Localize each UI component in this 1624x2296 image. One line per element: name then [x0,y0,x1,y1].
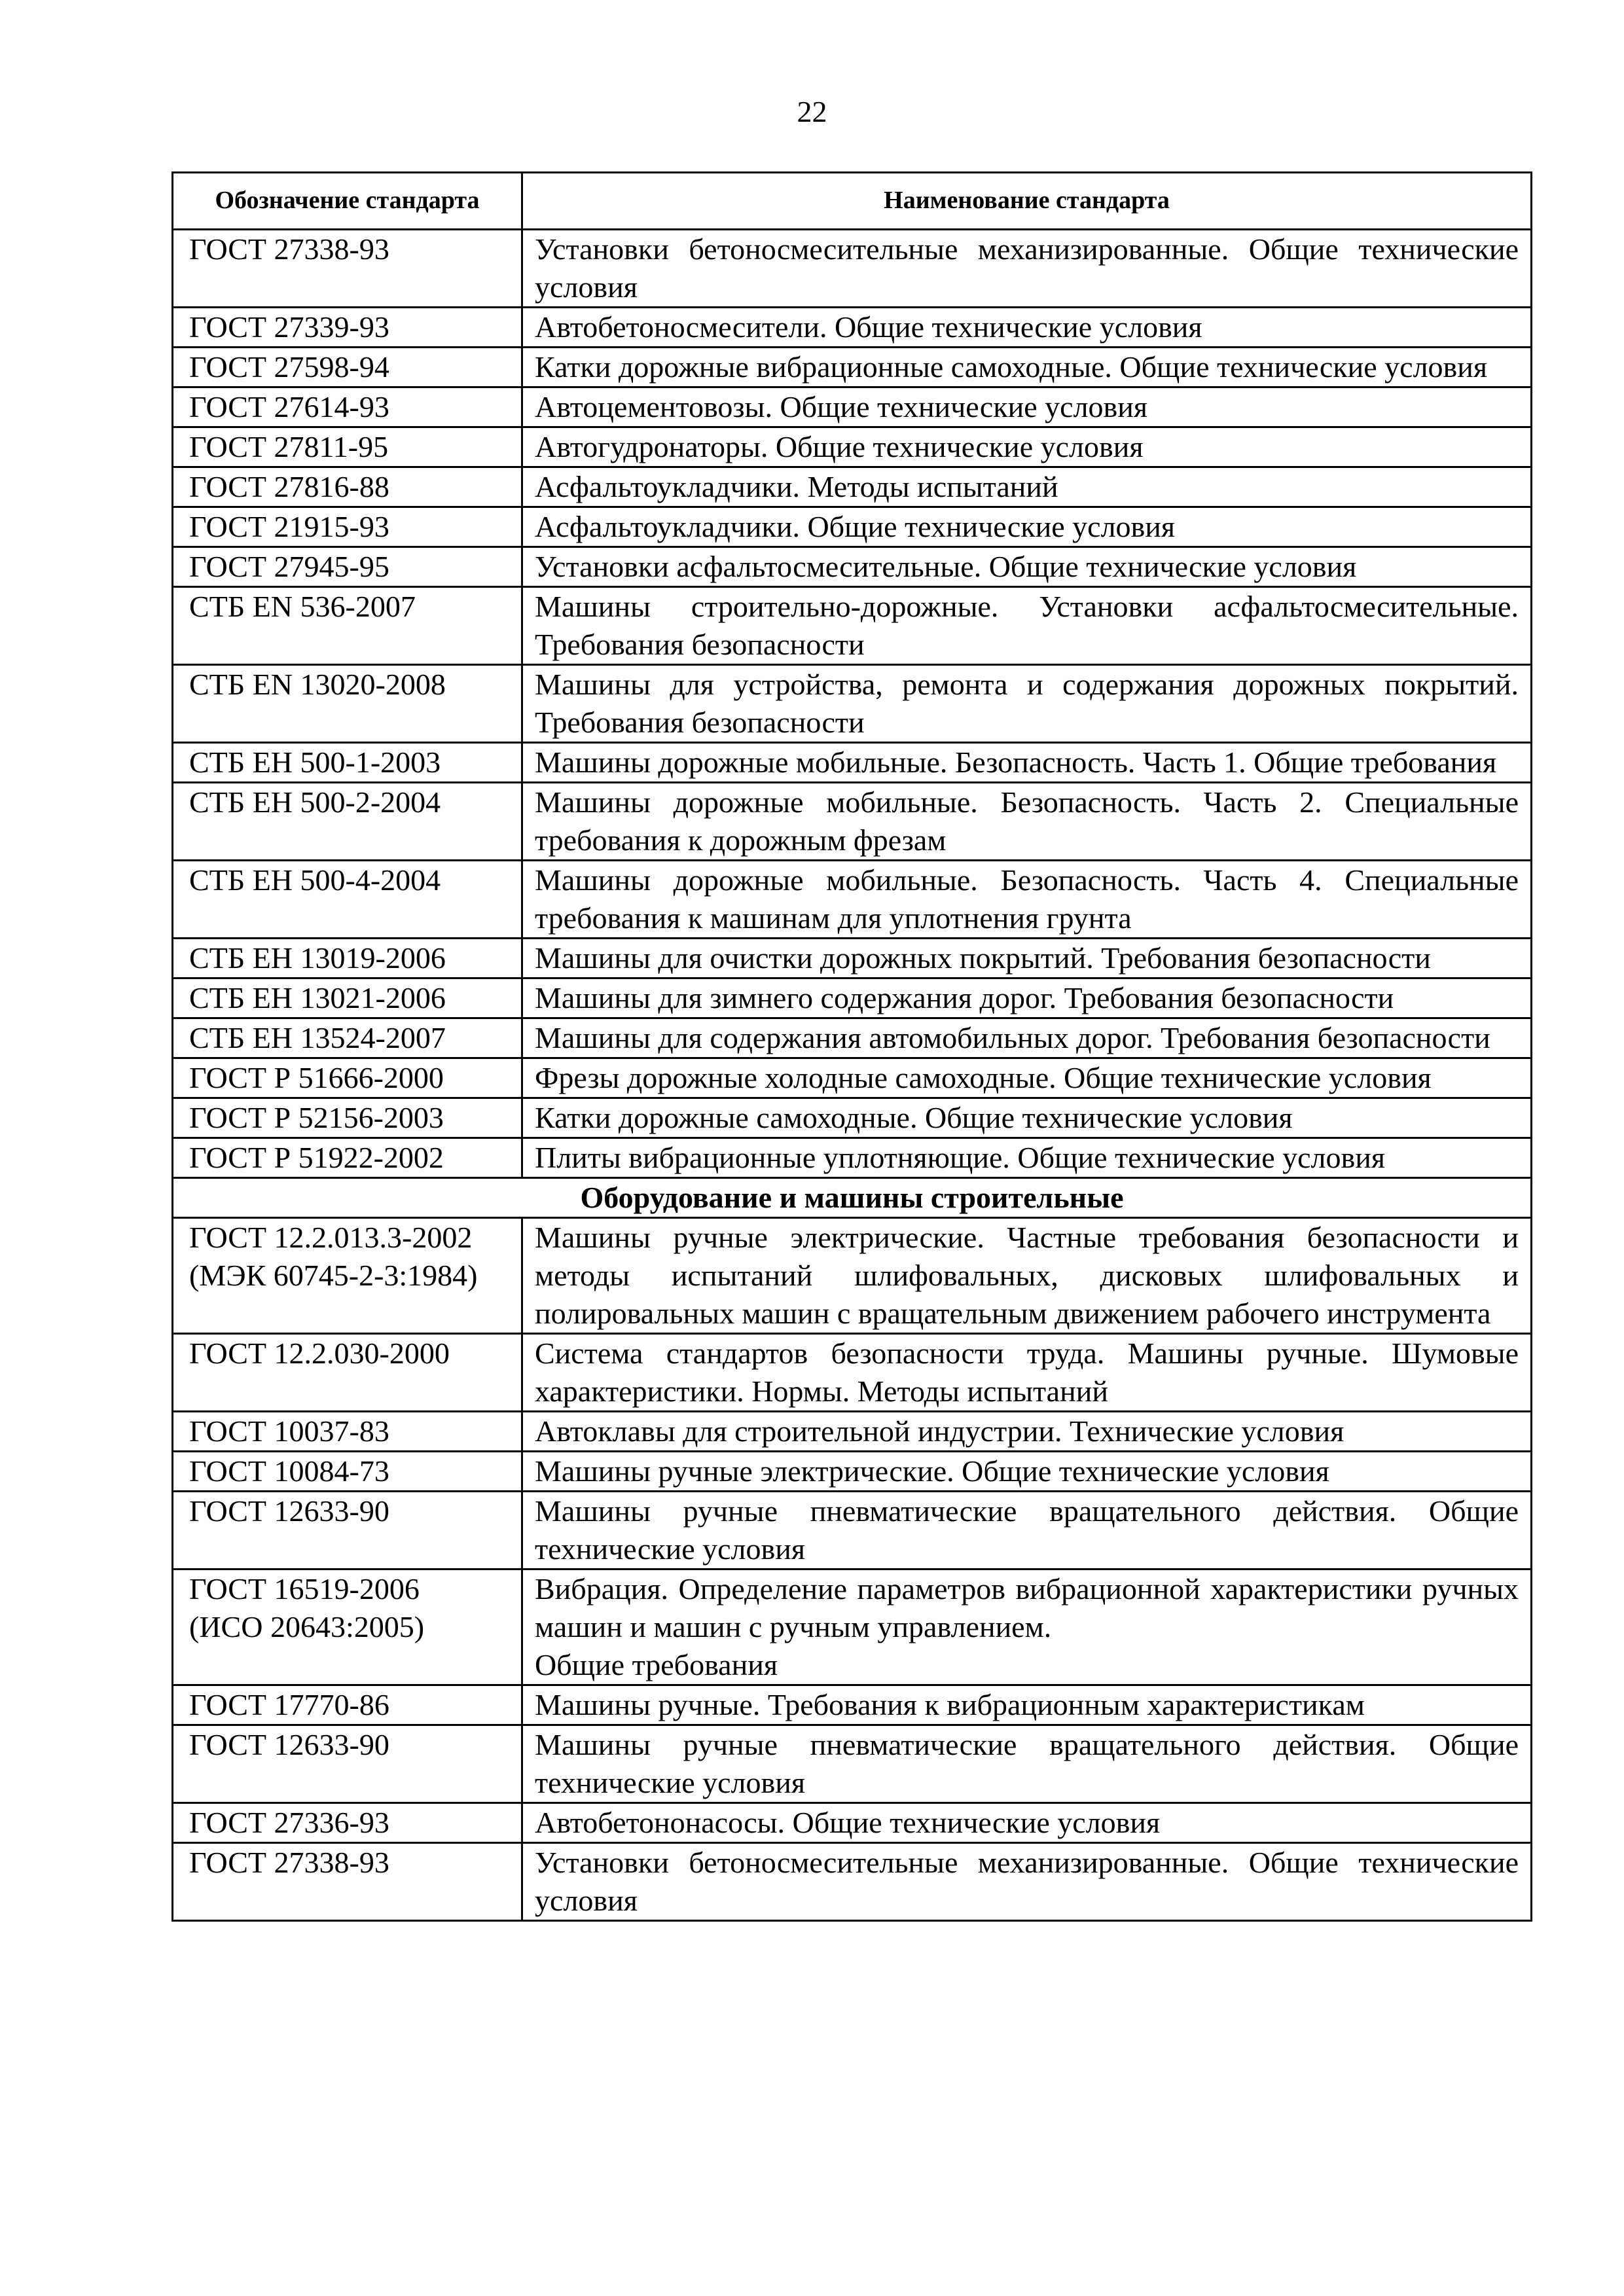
table-row [173,427,1532,467]
table-row [173,348,1532,387]
title-line: Асфальтоукладчики. Методы испытаний [535,470,1058,503]
title-line: Автоклавы для строительной индустрии. Технические условия [535,1414,1344,1448]
standard-designation [173,1570,522,1685]
designation-line: (МЭК 60745-2-3:1984) [189,1259,478,1292]
designation-line: ГОСТ 12633-90 [189,1728,389,1761]
standard-title [522,665,1532,743]
standard-title [522,1058,1532,1098]
header-designation: Обозначение стандарта [173,173,522,230]
standard-designation [173,507,522,547]
designation-line: ГОСТ 27945-95 [189,550,389,583]
title-line: Машины для очистки дорожных покрытий. Требования безопасности [535,941,1431,975]
standard-designation [173,1334,522,1412]
table-row [173,230,1532,308]
table-row [173,308,1532,348]
standard-designation [173,387,522,427]
table-header [173,173,1532,230]
designation-line: ГОСТ Р 52156-2003 [189,1101,444,1134]
title-line: Катки дорожные вибрационные самоходные. Общие технические условия [535,350,1488,384]
table-row [173,665,1532,743]
standard-title [522,1018,1532,1058]
designation-line: ГОСТ Р 51666-2000 [189,1061,444,1094]
header-row [173,173,1532,230]
designation-line: ГОСТ 10037-83 [189,1414,389,1448]
title-line: Машины для зимнего содержания дорог. Требования безопасности [535,981,1394,1014]
designation-line: ГОСТ 12633-90 [189,1494,389,1528]
table-row [173,1492,1532,1570]
designation-line: ГОСТ 21915-93 [189,510,389,543]
standard-designation [173,308,522,348]
title-line: Автогудронаторы. Общие технические условия [535,430,1144,463]
page-number: 22 [797,95,827,128]
table-row [173,1138,1532,1178]
designation-line: СТБ ЕН 500-2-2004 [189,785,441,819]
standard-title [522,230,1532,308]
standard-designation [173,547,522,587]
designation-line: ГОСТ Р 51922-2002 [189,1141,444,1174]
standard-title [522,1452,1532,1492]
title-line: Вибрация. Определение параметров вибрационной характеристики ручных машин и машин с ручным управлением. [535,1572,1519,1643]
standard-title [522,1138,1532,1178]
table-row [173,467,1532,507]
standards-table [171,171,1532,1922]
designation-line: СТБ ЕН 13021-2006 [189,981,446,1014]
table-row [173,1452,1532,1492]
standard-designation [173,1018,522,1058]
standard-designation [173,1725,522,1803]
title-line: Машины ручные электрические. Частные требования безопасности и методы испытаний шлифовальных, дисковых шлифовальных и полировальных машин с вращательным движением рабочего инструмента [535,1221,1519,1330]
table-row [173,978,1532,1018]
title-line: Машины дорожные мобильные. Безопасность. Часть 2. Специальные требования к дорожным фрезам [535,785,1519,857]
designation-line: СТБ ЕН 13019-2006 [189,941,446,975]
title-line: Машины дорожные мобильные. Безопасность. Часть 1. Общие требования [535,745,1497,779]
table-row [173,1018,1532,1058]
table-row [173,587,1532,665]
standard-designation [173,1218,522,1334]
standard-title [522,743,1532,783]
title-line: Автобетононасосы. Общие технические условия [535,1806,1161,1839]
standard-title [522,1334,1532,1412]
standard-designation [173,1058,522,1098]
designation-line: ГОСТ 12.2.030-2000 [189,1336,450,1370]
standard-title [522,861,1532,939]
standard-title [522,1685,1532,1725]
standard-designation [173,743,522,783]
title-line: Установки бетоносмесительные механизированные. Общие технические условия [535,232,1519,304]
standard-title [522,1843,1532,1921]
table-row [173,1412,1532,1452]
standard-title [522,1098,1532,1138]
section-title: Оборудование и машины строительные [173,1178,1532,1218]
table-row [173,1725,1532,1803]
title-line: Машины строительно-дорожные. Установки асфальтосмесительные. Требования безопасности [535,590,1519,661]
standard-designation [173,1412,522,1452]
designation-line: ГОСТ 27816-88 [189,470,389,503]
standard-designation [173,1452,522,1492]
standard-designation [173,1098,522,1138]
standard-title [522,547,1532,587]
standard-designation [173,1492,522,1570]
designation-line: ГОСТ 27811-95 [189,430,389,463]
title-line: Установки бетоносмесительные механизированные. Общие технические условия [535,1846,1519,1917]
designation-line: ГОСТ 27614-93 [189,390,389,423]
standard-designation [173,861,522,939]
title-line: Машины ручные пневматические вращательного действия. Общие технические условия [535,1728,1519,1799]
designation-line: ГОСТ 27336-93 [189,1806,389,1839]
table-row [173,507,1532,547]
standard-title [522,387,1532,427]
title-line: Автобетоносмесители. Общие технические условия [535,310,1202,344]
table-row [173,1058,1532,1098]
standard-title [522,1570,1532,1685]
table-row [173,939,1532,978]
designation-line: (ИСО 20643:2005) [189,1610,425,1643]
designation-line: СТБ ЕН 500-1-2003 [189,745,441,779]
table-body [173,230,1532,1921]
standard-designation [173,1843,522,1921]
title-line: Плиты вибрационные уплотняющие. Общие технические условия [535,1141,1386,1174]
table-row [173,547,1532,587]
designation-line: ГОСТ 27339-93 [189,310,389,344]
table-row [173,387,1532,427]
title-line: Машины ручные электрические. Общие технические условия [535,1454,1329,1488]
standard-title [522,1725,1532,1803]
table-row [173,1570,1532,1685]
standard-title [522,348,1532,387]
table-row [173,861,1532,939]
standard-designation [173,230,522,308]
title-line: Асфальтоукладчики. Общие технические условия [535,510,1176,543]
title-line: Фрезы дорожные холодные самоходные. Общие технические условия [535,1061,1432,1094]
designation-line: ГОСТ 27338-93 [189,1846,389,1879]
standard-title [522,1803,1532,1843]
designation-line: ГОСТ 16519-2006 [189,1572,420,1605]
header-title: Наименование стандарта [522,173,1532,230]
standard-designation [173,665,522,743]
section-row [173,1178,1532,1218]
title-line: Система стандартов безопасности труда. Машины ручные. Шумовые характеристики. Нормы. Методы испытаний [535,1336,1519,1408]
title-line: Установки асфальтосмесительные. Общие технические условия [535,550,1357,583]
standard-title [522,1412,1532,1452]
table-row [173,1803,1532,1843]
standard-designation [173,1138,522,1178]
standard-title [522,467,1532,507]
title-line: Общие требования [535,1648,778,1681]
standard-title [522,978,1532,1018]
standard-title [522,427,1532,467]
standard-title [522,939,1532,978]
title-line: Машины ручные. Требования к вибрационным характеристикам [535,1688,1365,1721]
title-line: Катки дорожные самоходные. Общие технические условия [535,1101,1293,1134]
standard-title [522,783,1532,861]
title-line: Машины ручные пневматические вращательного действия. Общие технические условия [535,1494,1519,1566]
standard-designation [173,978,522,1018]
standard-designation [173,348,522,387]
designation-line: ГОСТ 17770-86 [189,1688,389,1721]
table-row [173,743,1532,783]
standard-title [522,507,1532,547]
standard-designation [173,427,522,467]
standard-designation [173,1803,522,1843]
designation-line: СТБ ЕН 13524-2007 [189,1021,446,1054]
table-row [173,783,1532,861]
standard-title [522,308,1532,348]
title-line: Машины для содержания автомобильных дорог. Требования безопасности [535,1021,1490,1054]
standard-title [522,587,1532,665]
designation-line: ГОСТ 12.2.013.3-2002 [189,1221,473,1254]
standard-designation [173,783,522,861]
standard-designation [173,1685,522,1725]
designation-line: ГОСТ 27598-94 [189,350,389,384]
standard-title [522,1218,1532,1334]
standard-designation [173,939,522,978]
table-row [173,1098,1532,1138]
standard-title [522,1492,1532,1570]
designation-line: ГОСТ 10084-73 [189,1454,389,1488]
table-row [173,1843,1532,1921]
title-line: Машины для устройства, ремонта и содержания дорожных покрытий. Требования безопасности [535,668,1519,739]
table-row [173,1334,1532,1412]
designation-line: СТБ EN 536-2007 [189,590,416,623]
standard-designation [173,467,522,507]
table-row [173,1685,1532,1725]
table-row [173,1218,1532,1334]
designation-line: СТБ EN 13020-2008 [189,668,446,701]
designation-line: СТБ ЕН 500-4-2004 [189,863,441,897]
title-line: Машины дорожные мобильные. Безопасность. Часть 4. Специальные требования к машинам для уплотнения грунта [535,863,1519,935]
designation-line: ГОСТ 27338-93 [189,232,389,266]
title-line: Автоцементовозы. Общие технические условия [535,390,1148,423]
standard-designation [173,587,522,665]
